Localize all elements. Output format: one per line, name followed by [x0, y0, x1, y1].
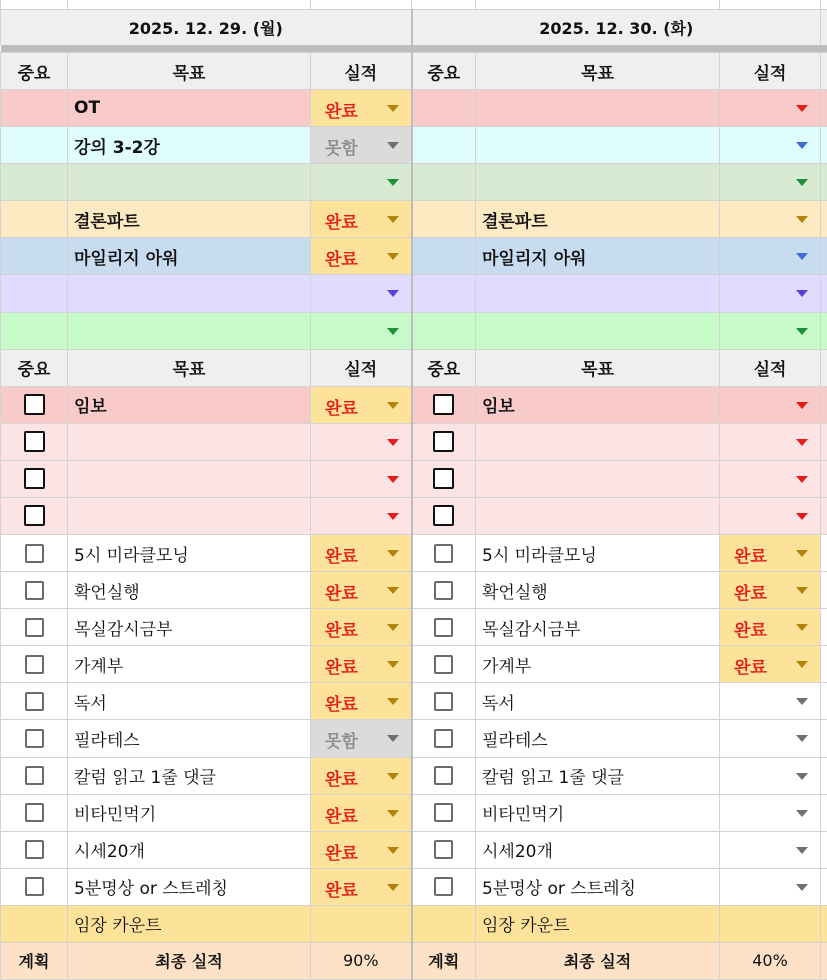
dropdown-arrow-icon[interactable] — [796, 698, 808, 705]
goal-cell[interactable]: 칼럼 읽고 1줄 댓글 — [68, 757, 311, 794]
goal-cell[interactable]: 확언실행 — [476, 572, 720, 609]
result-dropdown[interactable] — [720, 497, 821, 534]
goal-header: 목표 — [68, 349, 311, 386]
edge-cell — [821, 572, 827, 609]
goal-cell[interactable] — [476, 275, 720, 312]
priority-checkbox[interactable] — [433, 468, 454, 489]
goal-cell[interactable] — [476, 497, 720, 534]
edge-cell — [821, 201, 827, 238]
dropdown-arrow-icon[interactable] — [387, 328, 399, 335]
priority-checkbox[interactable] — [433, 505, 454, 526]
dropdown-arrow-icon[interactable] — [387, 847, 399, 854]
importance-cell — [1, 312, 68, 349]
goal-cell[interactable] — [476, 90, 720, 127]
result-dropdown[interactable] — [311, 609, 412, 646]
importance-cell — [1, 127, 68, 164]
dropdown-arrow-icon[interactable] — [387, 105, 399, 112]
result-value: 완료 — [325, 398, 358, 419]
edge-cell — [821, 942, 827, 979]
result-dropdown[interactable] — [311, 127, 412, 164]
importance-cell — [1, 831, 68, 868]
top-cell — [821, 0, 827, 9]
goal-cell[interactable]: 필라테스 — [476, 720, 720, 757]
priority-checkbox[interactable] — [433, 431, 454, 452]
edge-cell — [821, 609, 827, 646]
result-value: 완료 — [734, 658, 767, 679]
edge-cell — [821, 386, 827, 423]
dropdown-arrow-icon[interactable] — [796, 402, 808, 409]
habit-checkbox[interactable] — [25, 729, 44, 748]
dropdown-arrow-icon[interactable] — [387, 179, 399, 186]
goal-cell[interactable] — [476, 164, 720, 201]
goal-cell[interactable]: 강의 3-2강 — [68, 127, 311, 164]
importance-cell — [1, 386, 68, 423]
importance-cell — [412, 757, 476, 794]
edge-cell — [821, 238, 827, 275]
priority-checkbox[interactable] — [24, 431, 45, 452]
result-value: 완료 — [325, 584, 358, 605]
separator — [720, 45, 821, 52]
importance-cell — [412, 497, 476, 534]
habit-checkbox[interactable] — [434, 655, 453, 674]
habit-checkbox[interactable] — [434, 692, 453, 711]
edge-cell — [821, 535, 827, 572]
dropdown-arrow-icon[interactable] — [387, 216, 399, 223]
habit-checkbox[interactable] — [25, 581, 44, 600]
dropdown-arrow-icon[interactable] — [796, 624, 808, 631]
edge-cell — [821, 646, 827, 683]
importance-cell — [1, 609, 68, 646]
goal-cell[interactable]: 비타민먹기 — [68, 794, 311, 831]
count-empty-cell — [412, 905, 476, 942]
habit-checkbox[interactable] — [25, 618, 44, 637]
dropdown-arrow-icon[interactable] — [387, 661, 399, 668]
count-label: 임장 카운트 — [68, 905, 311, 942]
edge-cell — [821, 312, 827, 349]
result-dropdown[interactable] — [311, 646, 412, 683]
result-value: 못함 — [325, 732, 358, 753]
goal-cell[interactable]: 칼럼 읽고 1줄 댓글 — [476, 757, 720, 794]
result-value: 완료 — [734, 547, 767, 568]
result-value: 완료 — [325, 806, 358, 827]
goal-cell[interactable] — [476, 127, 720, 164]
goal-cell[interactable]: 독서 — [68, 683, 311, 720]
final-result-label: 최종 실적 — [476, 942, 720, 979]
result-dropdown[interactable] — [311, 164, 412, 201]
habit-checkbox[interactable] — [434, 840, 453, 859]
importance-cell — [1, 720, 68, 757]
goal-header: 목표 — [476, 53, 720, 90]
habit-checkbox[interactable] — [434, 581, 453, 600]
dropdown-arrow-icon[interactable] — [796, 105, 808, 112]
habit-checkbox[interactable] — [434, 766, 453, 785]
habit-checkbox[interactable] — [25, 803, 44, 822]
goal-cell[interactable]: 시세20개 — [476, 831, 720, 868]
dropdown-arrow-icon[interactable] — [796, 142, 808, 149]
dropdown-arrow-icon[interactable] — [796, 661, 808, 668]
plan-label: 계획 — [412, 942, 476, 979]
result-dropdown[interactable] — [311, 868, 412, 905]
habit-checkbox[interactable] — [25, 655, 44, 674]
final-result-value: 40% — [720, 942, 821, 979]
dropdown-arrow-icon[interactable] — [796, 550, 808, 557]
result-dropdown[interactable] — [720, 535, 821, 572]
result-dropdown[interactable] — [720, 831, 821, 868]
result-value: 완료 — [325, 547, 358, 568]
priority-checkbox[interactable] — [24, 468, 45, 489]
result-dropdown[interactable] — [720, 868, 821, 905]
edge-cell — [821, 757, 827, 794]
result-dropdown[interactable] — [311, 683, 412, 720]
edge-cell — [821, 127, 827, 164]
top-cell — [720, 0, 821, 9]
dropdown-arrow-icon[interactable] — [387, 402, 399, 409]
importance-header: 중요 — [1, 53, 68, 90]
goal-cell[interactable]: 가계부 — [476, 646, 720, 683]
habit-checkbox[interactable] — [25, 766, 44, 785]
edge-cell — [821, 164, 827, 201]
goal-cell[interactable]: 임보 — [68, 386, 311, 423]
habit-checkbox[interactable] — [25, 692, 44, 711]
edge-cell — [821, 423, 827, 460]
goal-cell[interactable]: 확언실행 — [68, 572, 311, 609]
count-label: 임장 카운트 — [476, 905, 720, 942]
goal-cell[interactable]: 5시 미라클모닝 — [476, 535, 720, 572]
dropdown-arrow-icon[interactable] — [796, 253, 808, 260]
importance-cell — [412, 90, 476, 127]
result-value: 완료 — [325, 880, 358, 901]
importance-cell — [412, 831, 476, 868]
dropdown-arrow-icon[interactable] — [796, 179, 808, 186]
plan-label: 계획 — [1, 942, 68, 979]
importance-cell — [412, 386, 476, 423]
goal-cell[interactable]: 목실감시금부 — [68, 609, 311, 646]
importance-cell — [1, 683, 68, 720]
importance-cell — [412, 683, 476, 720]
habit-checkbox[interactable] — [434, 544, 453, 563]
result-dropdown[interactable] — [311, 312, 412, 349]
top-cell — [311, 0, 412, 9]
result-dropdown[interactable] — [720, 127, 821, 164]
top-cell — [68, 0, 311, 9]
importance-cell — [412, 646, 476, 683]
importance-cell — [1, 572, 68, 609]
dropdown-arrow-icon[interactable] — [796, 476, 808, 483]
result-dropdown[interactable] — [311, 831, 412, 868]
importance-cell — [412, 609, 476, 646]
importance-cell — [1, 497, 68, 534]
importance-cell — [1, 794, 68, 831]
importance-cell — [412, 572, 476, 609]
result-dropdown[interactable] — [311, 794, 412, 831]
dropdown-arrow-icon[interactable] — [387, 476, 399, 483]
goal-cell[interactable]: 가계부 — [68, 646, 311, 683]
result-value: 완료 — [325, 695, 358, 716]
edge-cell — [821, 460, 827, 497]
result-dropdown[interactable] — [720, 646, 821, 683]
dropdown-arrow-icon[interactable] — [796, 513, 808, 520]
goal-cell[interactable] — [68, 497, 311, 534]
result-header: 실적 — [720, 53, 821, 90]
result-dropdown[interactable] — [311, 275, 412, 312]
habit-checkbox[interactable] — [25, 877, 44, 896]
importance-cell — [412, 460, 476, 497]
dropdown-arrow-icon[interactable] — [796, 587, 808, 594]
result-value: 완료 — [325, 250, 358, 271]
separator — [68, 45, 311, 52]
dropdown-arrow-icon[interactable] — [387, 587, 399, 594]
result-dropdown[interactable] — [720, 238, 821, 275]
edge-cell — [821, 53, 827, 90]
result-value: 완료 — [734, 584, 767, 605]
importance-cell — [1, 275, 68, 312]
importance-header: 중요 — [412, 53, 476, 90]
importance-cell — [1, 535, 68, 572]
result-value: 완료 — [734, 621, 767, 642]
top-cell — [1, 0, 68, 9]
habit-checkbox[interactable] — [434, 729, 453, 748]
result-value: 못함 — [325, 139, 358, 160]
dropdown-arrow-icon[interactable] — [387, 142, 399, 149]
goal-cell[interactable]: 마일리지 아워 — [68, 238, 311, 275]
result-dropdown[interactable] — [311, 423, 412, 460]
importance-cell — [1, 757, 68, 794]
result-dropdown[interactable] — [311, 460, 412, 497]
result-dropdown[interactable] — [311, 90, 412, 127]
goal-cell[interactable] — [476, 312, 720, 349]
dropdown-arrow-icon[interactable] — [796, 439, 808, 446]
goal-cell[interactable]: 결론파트 — [68, 201, 311, 238]
result-value: 완료 — [325, 621, 358, 642]
separator — [476, 45, 720, 52]
habit-checkbox[interactable] — [25, 544, 44, 563]
importance-cell — [412, 535, 476, 572]
date-header-2: 2025. 12. 30. (화) — [412, 9, 821, 45]
goal-cell[interactable]: 5시 미라클모닝 — [68, 535, 311, 572]
separator — [1, 45, 68, 52]
dropdown-arrow-icon[interactable] — [387, 773, 399, 780]
dropdown-arrow-icon[interactable] — [387, 439, 399, 446]
result-dropdown[interactable] — [720, 572, 821, 609]
goal-cell[interactable]: 목실감시금부 — [476, 609, 720, 646]
goal-cell[interactable] — [68, 460, 311, 497]
result-header: 실적 — [311, 53, 412, 90]
dropdown-arrow-icon[interactable] — [796, 216, 808, 223]
importance-cell — [1, 238, 68, 275]
edge-cell — [821, 831, 827, 868]
result-dropdown[interactable] — [720, 683, 821, 720]
edge-cell — [821, 794, 827, 831]
importance-cell — [1, 868, 68, 905]
count-value-cell — [311, 905, 412, 942]
edge-cell — [821, 683, 827, 720]
importance-cell — [412, 423, 476, 460]
result-dropdown[interactable] — [311, 497, 412, 534]
edge-cell — [821, 497, 827, 534]
edge-cell — [821, 868, 827, 905]
dropdown-arrow-icon[interactable] — [796, 847, 808, 854]
dropdown-arrow-icon[interactable] — [796, 810, 808, 817]
dropdown-arrow-icon[interactable] — [387, 735, 399, 742]
importance-cell — [1, 646, 68, 683]
edge-cell — [821, 905, 827, 942]
result-dropdown[interactable] — [311, 201, 412, 238]
dropdown-arrow-icon[interactable] — [387, 290, 399, 297]
goal-cell[interactable] — [68, 275, 311, 312]
result-dropdown[interactable] — [311, 757, 412, 794]
priority-checkbox[interactable] — [24, 394, 45, 415]
habit-checkbox[interactable] — [434, 877, 453, 896]
goal-cell[interactable]: 임보 — [476, 386, 720, 423]
separator — [821, 45, 827, 52]
goal-cell[interactable]: 5분명상 or 스트레칭 — [68, 868, 311, 905]
dropdown-arrow-icon[interactable] — [796, 290, 808, 297]
separator — [412, 45, 476, 52]
result-dropdown[interactable] — [720, 275, 821, 312]
dropdown-arrow-icon[interactable] — [796, 735, 808, 742]
goal-cell[interactable] — [68, 423, 311, 460]
count-empty-cell — [1, 905, 68, 942]
result-dropdown[interactable] — [720, 423, 821, 460]
importance-cell — [412, 275, 476, 312]
goal-cell[interactable]: 5분명상 or 스트레칭 — [476, 868, 720, 905]
importance-header: 중요 — [412, 349, 476, 386]
dropdown-arrow-icon[interactable] — [796, 884, 808, 891]
goal-cell[interactable]: 필라테스 — [68, 720, 311, 757]
result-dropdown[interactable] — [311, 238, 412, 275]
edge-cell — [821, 275, 827, 312]
importance-cell — [1, 90, 68, 127]
goal-cell[interactable]: 결론파트 — [476, 201, 720, 238]
dropdown-arrow-icon[interactable] — [387, 698, 399, 705]
result-header: 실적 — [720, 349, 821, 386]
result-value: 완료 — [325, 658, 358, 679]
result-value: 완료 — [325, 102, 358, 123]
goal-cell[interactable] — [476, 460, 720, 497]
goal-cell[interactable]: 독서 — [476, 683, 720, 720]
priority-checkbox[interactable] — [24, 505, 45, 526]
result-value: 완료 — [325, 843, 358, 864]
dropdown-arrow-icon[interactable] — [796, 773, 808, 780]
edge-cell — [821, 349, 827, 386]
goal-cell[interactable] — [68, 164, 311, 201]
edge-cell — [821, 9, 827, 45]
goal-cell[interactable]: 비타민먹기 — [476, 794, 720, 831]
top-cell — [412, 0, 476, 9]
dropdown-arrow-icon[interactable] — [387, 253, 399, 260]
final-result-value: 90% — [311, 942, 412, 979]
final-result-label: 최종 실적 — [68, 942, 311, 979]
result-dropdown[interactable] — [311, 720, 412, 757]
importance-header: 중요 — [1, 349, 68, 386]
importance-cell — [412, 720, 476, 757]
importance-cell — [412, 794, 476, 831]
result-dropdown[interactable] — [720, 90, 821, 127]
dropdown-arrow-icon[interactable] — [387, 884, 399, 891]
importance-cell — [412, 201, 476, 238]
result-dropdown[interactable] — [720, 460, 821, 497]
result-dropdown[interactable] — [720, 164, 821, 201]
result-value: 완료 — [325, 213, 358, 234]
importance-cell — [412, 238, 476, 275]
result-dropdown[interactable] — [311, 535, 412, 572]
result-value: 완료 — [325, 769, 358, 790]
habit-checkbox[interactable] — [434, 803, 453, 822]
priority-checkbox[interactable] — [433, 394, 454, 415]
goal-header: 목표 — [68, 53, 311, 90]
result-dropdown[interactable] — [311, 572, 412, 609]
result-dropdown[interactable] — [311, 386, 412, 423]
importance-cell — [1, 164, 68, 201]
importance-cell — [1, 460, 68, 497]
goal-cell[interactable]: 시세20개 — [68, 831, 311, 868]
importance-cell — [1, 201, 68, 238]
importance-cell — [412, 312, 476, 349]
dropdown-arrow-icon[interactable] — [796, 328, 808, 335]
importance-cell — [412, 127, 476, 164]
result-dropdown[interactable] — [720, 201, 821, 238]
result-dropdown[interactable] — [720, 794, 821, 831]
dropdown-arrow-icon[interactable] — [387, 810, 399, 817]
habit-checkbox[interactable] — [434, 618, 453, 637]
edge-cell — [821, 720, 827, 757]
importance-cell — [412, 868, 476, 905]
dropdown-arrow-icon[interactable] — [387, 550, 399, 557]
goal-cell[interactable] — [476, 423, 720, 460]
count-value-cell — [720, 905, 821, 942]
goal-cell[interactable]: OT — [68, 90, 311, 127]
importance-cell — [412, 164, 476, 201]
dropdown-arrow-icon[interactable] — [387, 513, 399, 520]
result-dropdown[interactable] — [720, 720, 821, 757]
top-cell — [476, 0, 720, 9]
dropdown-arrow-icon[interactable] — [387, 624, 399, 631]
result-dropdown[interactable] — [720, 757, 821, 794]
result-dropdown[interactable] — [720, 609, 821, 646]
result-header: 실적 — [311, 349, 412, 386]
habit-checkbox[interactable] — [25, 840, 44, 859]
result-dropdown[interactable] — [720, 312, 821, 349]
goal-header: 목표 — [476, 349, 720, 386]
result-dropdown[interactable] — [720, 386, 821, 423]
date-header-1: 2025. 12. 29. (월) — [1, 9, 412, 45]
edge-cell — [821, 90, 827, 127]
goal-cell[interactable]: 마일리지 아워 — [476, 238, 720, 275]
separator — [311, 45, 412, 52]
importance-cell — [1, 423, 68, 460]
goal-cell[interactable] — [68, 312, 311, 349]
